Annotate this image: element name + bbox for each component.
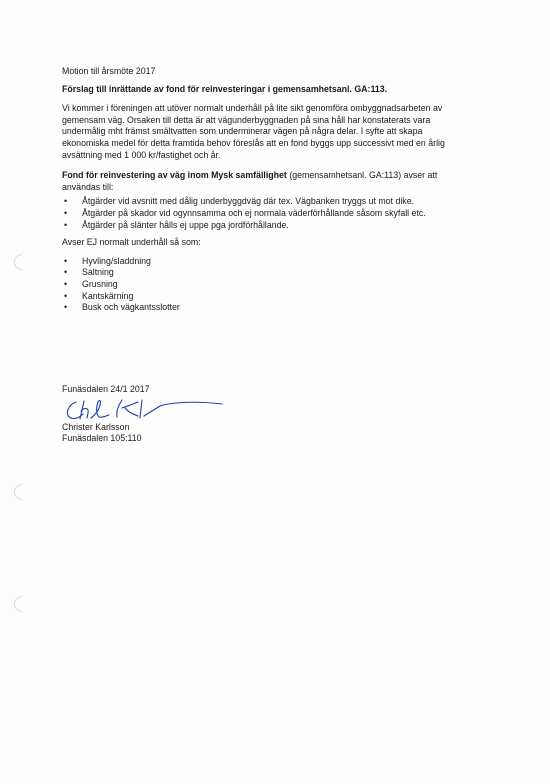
signature-date: Funäsdalen 24/1 2017 [62,384,150,394]
document-heading: Motion till årsmöte 2017 [62,66,156,76]
list-item-text: Kantskärning [82,290,134,301]
signature-block [62,384,312,445]
fund-purpose-continuation: användas till: [62,181,114,192]
punch-hole-mark [11,251,34,274]
list-item [62,279,502,291]
bullet-icon: • [64,255,68,266]
list-item-text: Grusning [82,278,118,289]
list-item [62,267,502,279]
exclusions-list [62,256,502,314]
fund-scope: (gemensamhetsanl. GA:113) avser att [286,170,438,181]
bullet-icon: • [64,278,68,289]
list-item-text: Saltning [82,267,114,278]
list-item [62,256,502,268]
handwritten-signature [62,396,242,422]
list-item [62,220,502,232]
signer-name: Christer Karlsson [62,421,130,432]
bullet-icon: • [64,196,68,207]
list-item-text: Åtgärder på skador vid ogynnsamma och ej normala väderförhållande såsom skyfall etc. [82,207,426,218]
bullet-icon: • [64,207,68,218]
fund-name: Fond för reinvestering av väg inom Mysk samfällighet [62,170,287,181]
exclusions-lead: Avser EJ normalt underhåll så som: [62,237,201,248]
intro-paragraph: Vi kommer i föreningen att utöver normalt underhåll på lite sikt genomföra ombyggnadsarbeten av gemensam väg. Orsaken till detta är att vägunderbyggnaden på sina håll har konstaterats vara undermålig mht främst smältvatten som underminerar vägen på några delar. I syfte att skapa ekonomiska medel för detta framtida behov föreslås att en fond byggs upp successivt med en årlig avsättning med 1 000 kr/fastighet och år. [62,103,445,160]
bullet-icon: • [64,219,68,230]
list-item-text: Busk och vägkantsslotter [82,302,180,313]
document-title: Förslag till inrättande av fond för reinvesteringar i gemensamhetsanl. GA:113. [62,83,388,94]
list-item-text: Hyvling/sladdning [82,255,151,266]
list-item [62,291,502,303]
bullet-icon: • [64,267,68,278]
signer-address: Funäsdalen 105:110 [62,433,142,444]
list-item [62,302,502,314]
bullet-icon: • [64,302,68,313]
punch-hole-mark [11,481,34,504]
fund-purpose-lead [62,170,502,193]
list-item-text: Åtgärder vid avsnitt med dålig underbyggdväg där tex. Vägbanken tryggs ut mot dike. [82,196,415,207]
list-item [62,208,502,220]
document-body [62,66,502,314]
punch-hole-mark [11,593,34,616]
list-item [62,196,502,208]
bullet-icon: • [64,290,68,301]
list-item-text: Åtgärder på slänter hålls ej uppe pga jordförhållande. [82,219,289,230]
fund-uses-list [62,196,502,231]
